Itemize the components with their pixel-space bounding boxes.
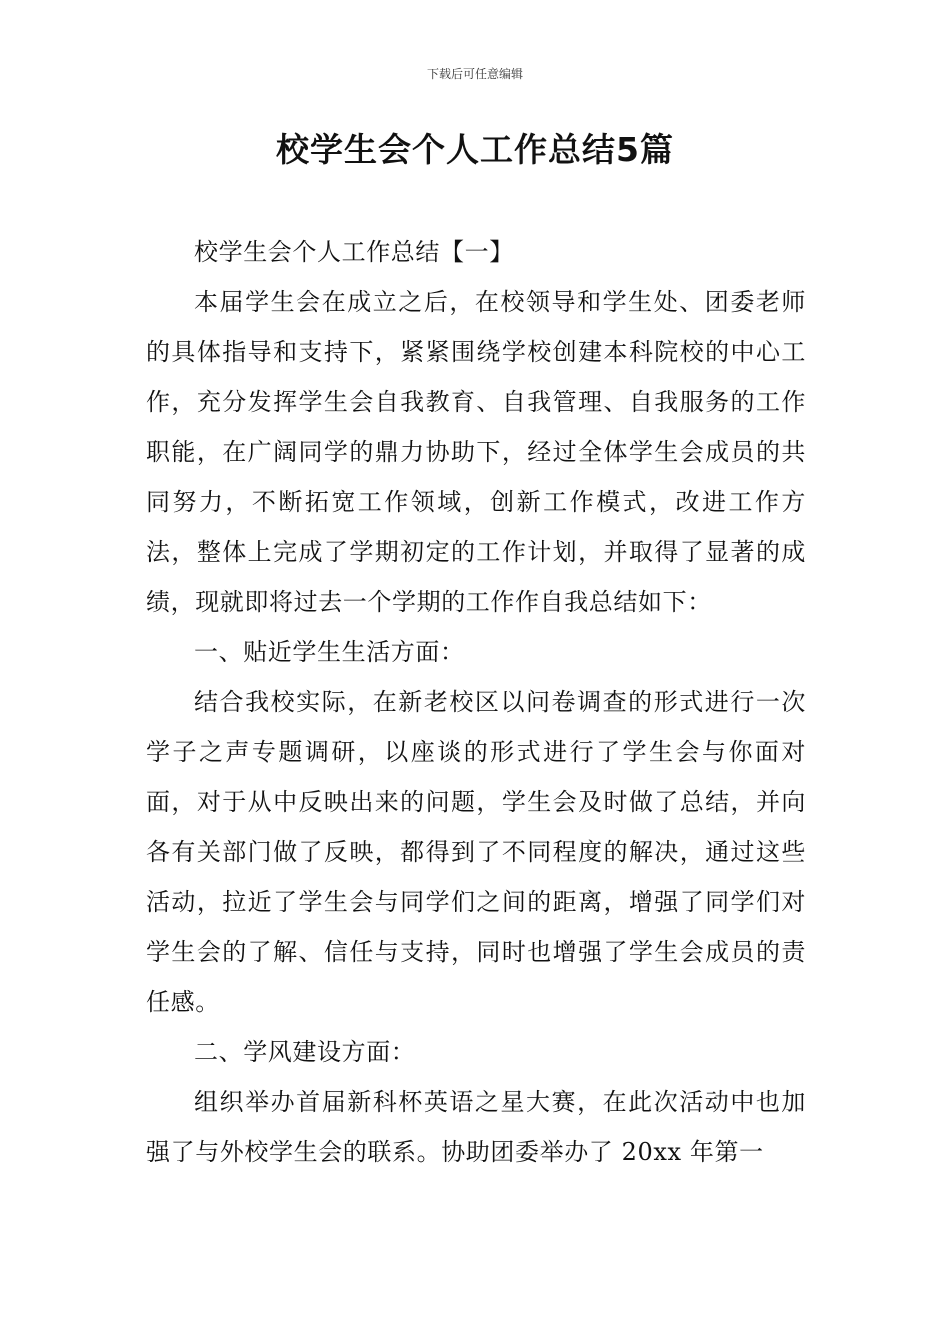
section-heading-study-style: 二、学风建设方面： <box>194 1038 416 1066</box>
document-title: 校学生会个人工作总结5篇 <box>276 130 674 169</box>
paragraph-intro: 本届学生会在成立之后，在校领导和学生处、团委老师的具体指导和支持下，紧紧围绕学校创建本科院校的中心工作，充分发挥学生会自我教育、自我管理、自我服务的工作职能，在广阔同学的鼎力协助下，经过全体学生会成员的共同努力，不断拓宽工作领域，创新工作模式，改进工作方法，整体上完成了学期初定的工作计划，并取得了显著的成绩，现就即将过去一个学期的工作作自我总结如下： <box>146 288 806 616</box>
section-heading-1: 校学生会个人工作总结【一】 <box>194 238 514 266</box>
paragraph-study-style: 组织举办首届新科杯英语之星大赛，在此次活动中也加强了与外校学生会的联系。协助团委举办了 20xx 年第一 <box>146 1088 806 1166</box>
paragraph-student-life: 结合我校实际，在新老校区以问卷调查的形式进行一次学子之声专题调研，以座谈的形式进行了学生会与你面对面，对于从中反映出来的问题，学生会及时做了总结，并向各有关部门做了反映，都得到了不同程度的解决，通过这些活动，拉近了学生会与同学们之间的距离，增强了同学们对学生会的了解、信任与支持，同时也增强了学生会成员的责任感。 <box>146 688 806 1016</box>
document-body <box>146 227 806 1177</box>
section-heading-student-life: 一、贴近学生生活方面： <box>194 638 465 666</box>
header-note: 下载后可任意编辑 <box>426 67 523 81</box>
